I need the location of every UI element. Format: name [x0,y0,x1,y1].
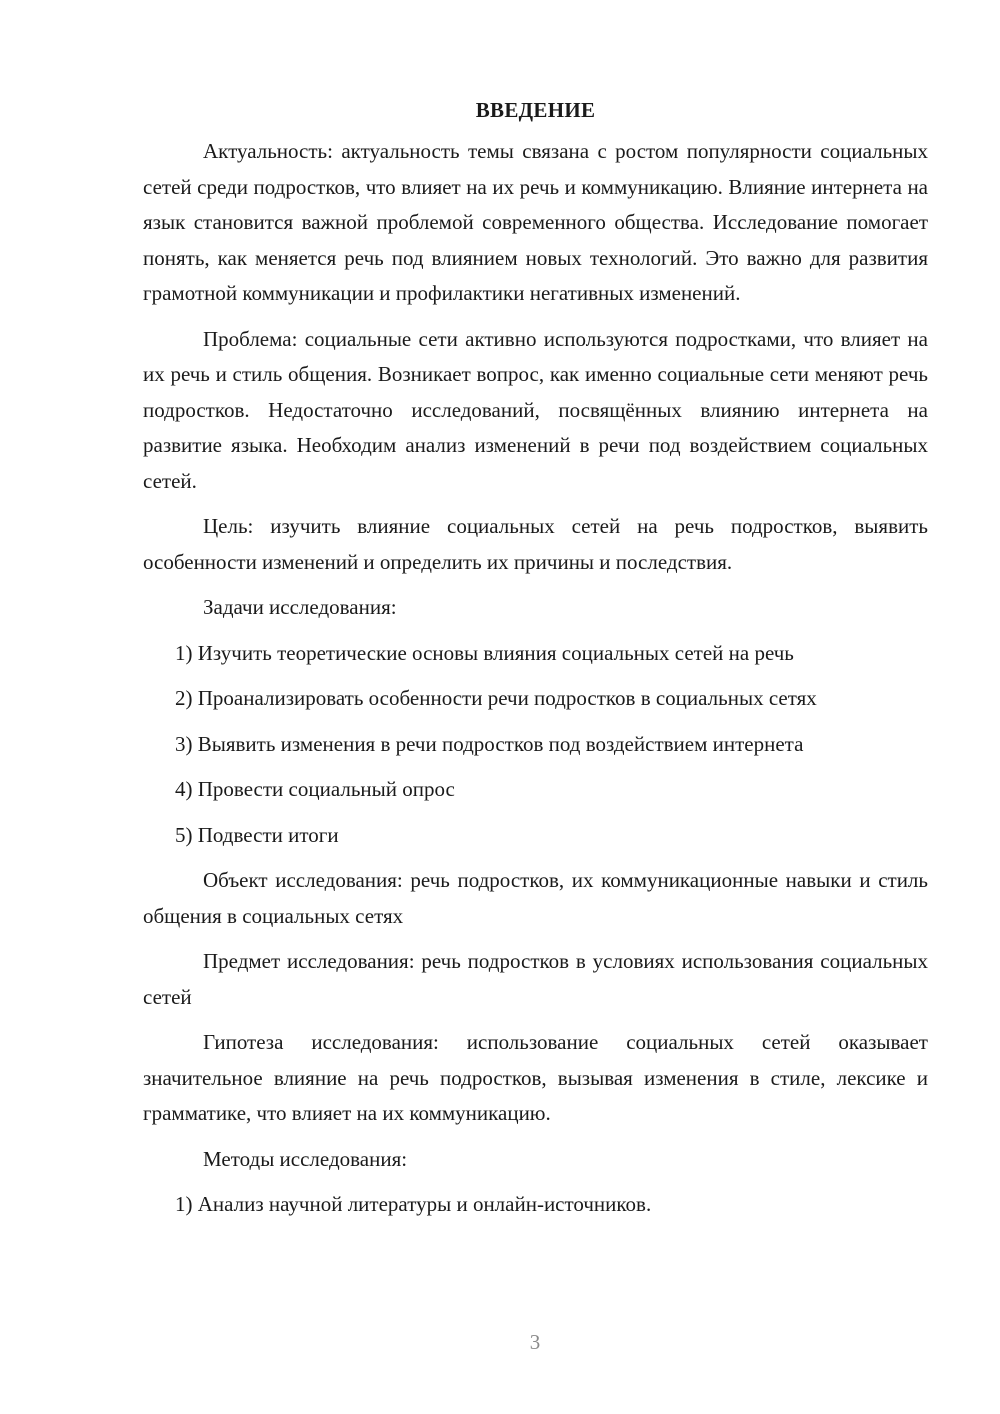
task-item: 5) Подвести итоги [175,822,339,847]
methods-heading: Методы исследования: [203,1146,408,1171]
problem-paragraph: Проблема: социальные сети активно используются подростками, что влияет на их речь и стиль общения. Возникает вопрос, как именно социальные сети меняют речь подростков. Недостаточно исследований, посвящённых влиянию интернета на развитие языка. Необходим анализ изменений в речи под воздействием социальных сетей. [143,326,928,493]
object-paragraph: Объект исследования: речь подростков, их коммуникационные навыки и стиль общения в социальных сетях [143,868,928,928]
method-item: 1) Анализ научной литературы и онлайн-источников. [175,1192,652,1216]
task-item: 1) Изучить теоретические основы влияния социальных сетей на речь [175,640,794,665]
task-item: 4) Провести социальный опрос [175,777,455,801]
document-page [143,92,928,1233]
page-number: 3 [529,1330,541,1354]
tasks-heading: Задачи исследования: [203,595,397,619]
task-item: 2) Проанализировать особенности речи подростков в социальных сетях [175,686,817,710]
subject-paragraph: Предмет исследования: речь подростков в условиях использования социальных сетей [143,949,928,1009]
relevance-paragraph: Актуальность: актуальность темы связана с ростом популярности социальных сетей среди подростков, что влияет на их речь и коммуникацию. Влияние интернета на язык становится важной проблемой современного общества. Исследование помогает понять, как меняется речь под влиянием новых технологий. Это важно для развития грамотной коммуникации и профилактики негативных изменений. [143,139,928,305]
goal-paragraph: Цель: изучить влияние социальных сетей на речь подростков, выявить особенности изменений и определить их причины и последствия. [143,514,928,574]
hypothesis-paragraph: Гипотеза исследования: использование социальных сетей оказывает значительное влияние на речь подростков, вызывая изменения в стиле, лексике и грамматике, что влияет на их коммуникацию. [143,1030,928,1125]
task-item: 3) Выявить изменения в речи подростков под воздействием интернета [175,731,804,756]
section-title: ВВЕДЕНИЕ [475,98,596,122]
